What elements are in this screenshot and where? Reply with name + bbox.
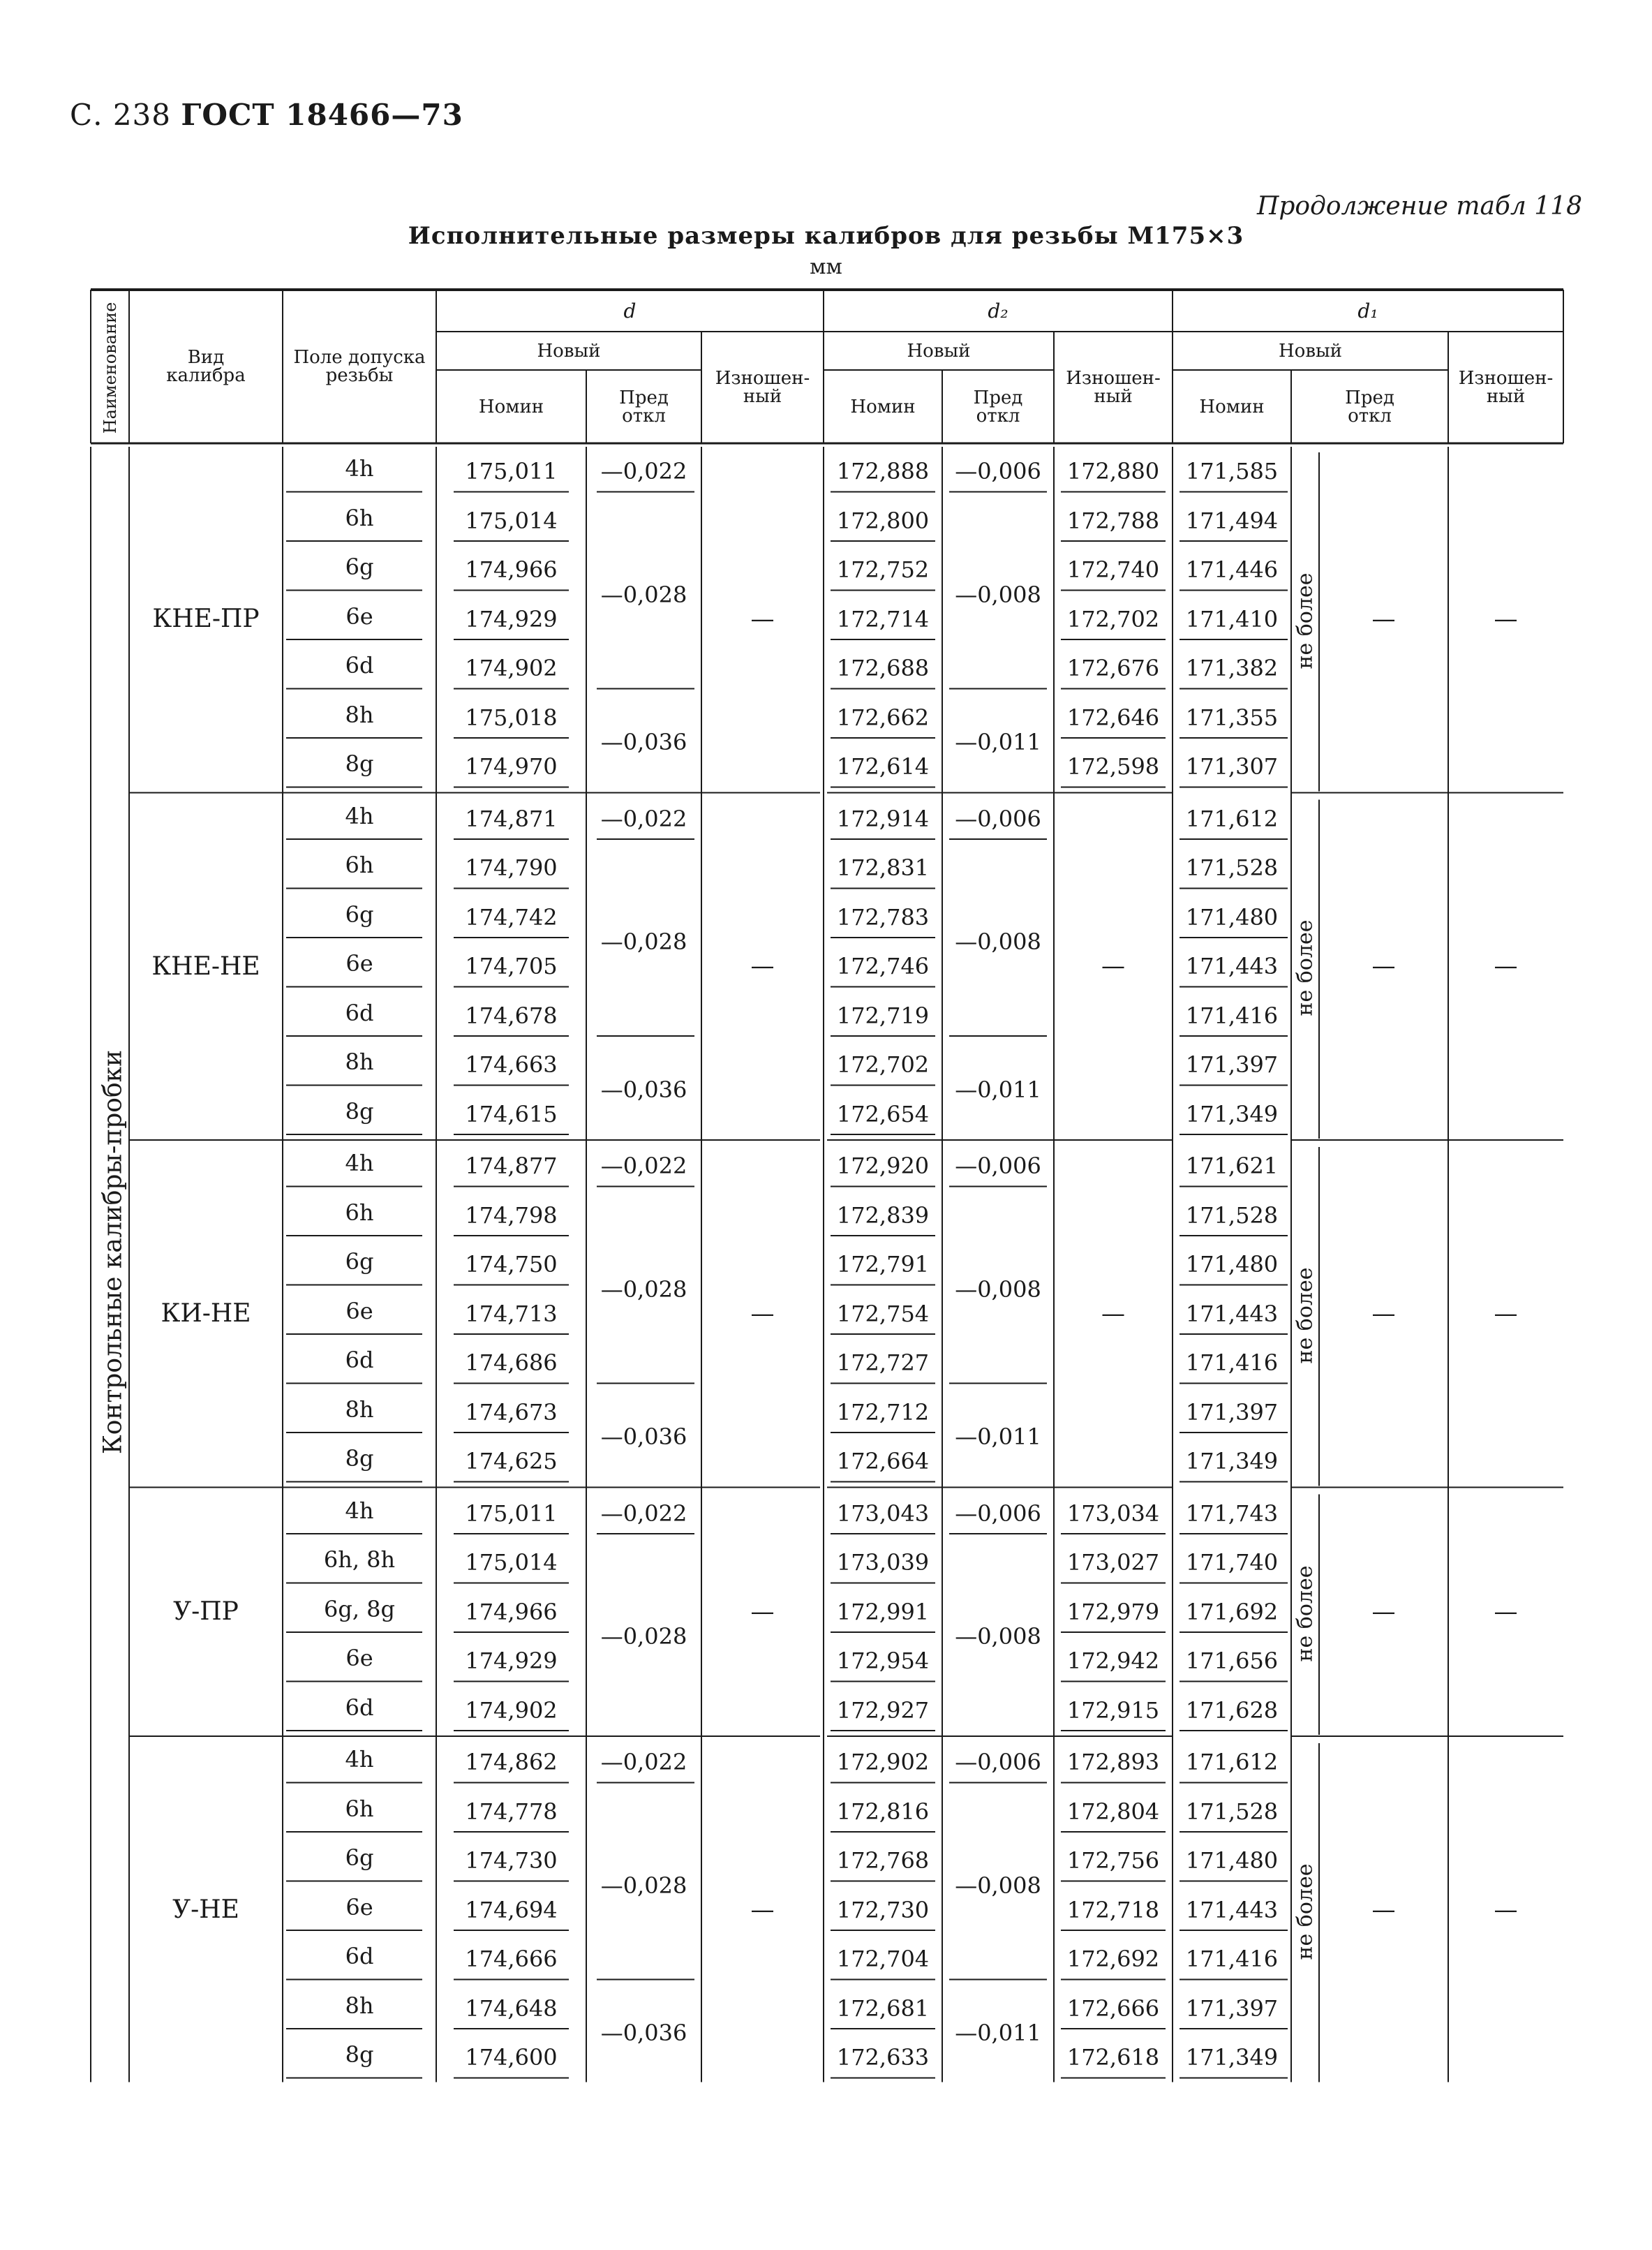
d1-nominal: 171,628 [1185,1696,1279,1724]
d2-worn-dash: — [1101,952,1125,981]
d2-worn: 172,804 [1066,1798,1160,1825]
d2-worn: 172,676 [1066,655,1160,682]
d2-deviation: —0,011 [955,2020,1041,2046]
tolerance-field: 6g [345,901,374,928]
d1-deviation-dash: — [1371,605,1396,633]
tolerance-field: 6d [345,1347,374,1374]
d-worn-dash: — [750,1299,775,1328]
d2-deviation: —0,008 [955,1623,1041,1650]
d-deviation: —0,036 [600,1423,687,1450]
d1-deviation-dash: — [1371,1597,1396,1626]
gauge-name: КНЕ-НЕ [151,952,260,981]
tolerance-field: 6h [345,1199,374,1226]
d-nominal: 174,730 [465,1847,558,1874]
d2-worn: 172,646 [1066,704,1160,731]
d2-nominal: 172,714 [836,605,930,632]
ne-bolee-label: не более [1293,572,1318,669]
d-nominal: 174,678 [465,1002,558,1029]
d2-nominal: 172,927 [836,1696,930,1724]
d-deviation: —0,028 [600,1623,687,1650]
tolerance-field: 4h [345,1150,374,1177]
header-vid-kalibra: Вид калибра [166,347,246,386]
d2-deviation: —0,008 [955,1275,1041,1303]
d2-nominal: 172,783 [836,903,930,931]
header-nom-1: Номин [850,396,916,417]
d-nominal: 174,778 [465,1798,558,1825]
header-d2: d₂ [988,299,1009,323]
d-nominal: 175,011 [465,458,558,485]
d1-nominal: 171,494 [1185,507,1279,534]
d2-nominal: 172,816 [836,1798,930,1825]
d-nominal: 174,902 [465,1696,558,1724]
d2-deviation: —0,011 [955,1076,1041,1103]
d2-nominal: 172,746 [836,953,930,980]
d-deviation: —0,036 [600,729,687,755]
d2-worn: 172,618 [1066,2044,1160,2071]
d1-nominal: 171,612 [1185,1749,1279,1776]
d-nominal: 174,929 [465,605,558,632]
gauge-name: КИ-НЕ [161,1299,251,1328]
d2-worn-dash: — [1101,1299,1125,1328]
d1-nominal: 171,480 [1185,1847,1279,1874]
d1-nominal: 171,656 [1185,1648,1279,1675]
d2-nominal: 172,702 [836,1051,930,1079]
d-nominal: 174,673 [465,1398,558,1426]
tolerance-field: 6e [345,950,373,977]
tolerance-field: 6d [345,1694,374,1721]
d-nominal: 174,648 [465,1994,558,2022]
header-pred-1: Пред откл [973,387,1023,427]
d-nominal: 174,713 [465,1300,558,1327]
d1-deviation-dash: — [1371,952,1396,981]
d2-deviation: —0,011 [955,729,1041,755]
d2-nominal: 172,752 [836,556,930,584]
tolerance-field: 6e [345,1645,373,1672]
d-nominal: 174,970 [465,753,558,780]
tolerance-field: 8h [345,1992,374,2019]
d1-nominal: 171,416 [1185,1002,1279,1029]
d1-nominal: 171,397 [1185,1051,1279,1079]
d2-worn: 172,702 [1066,605,1160,632]
d1-nominal: 171,612 [1185,805,1279,832]
d-nominal: 175,011 [465,1500,558,1527]
d2-deviation: —0,006 [955,805,1041,832]
header-new-1: Новый [907,340,971,362]
d1-nominal: 171,349 [1185,1448,1279,1475]
d1-nominal: 171,349 [1185,1100,1279,1127]
d1-nominal: 171,416 [1185,1349,1279,1377]
d2-nominal: 172,920 [836,1153,930,1180]
d-deviation: —0,036 [600,1076,687,1103]
d-nominal: 174,798 [465,1201,558,1229]
d1-deviation-dash: — [1371,1299,1396,1328]
tolerance-field: 6g, 8g [323,1595,396,1622]
d1-nominal: 171,528 [1185,1798,1279,1825]
d-nominal: 174,686 [465,1349,558,1377]
header-pole-dopuska: Поле допуска резьбы [293,347,426,386]
d2-deviation: —0,006 [955,1749,1041,1776]
header-naimenovanie: Наименование [100,302,120,434]
d2-worn: 173,034 [1066,1500,1160,1527]
tolerance-field: 6h [345,504,374,531]
d-nominal: 174,862 [465,1749,558,1776]
d-nominal: 174,790 [465,854,558,882]
gauge-name: КНЕ-ПР [152,605,260,634]
tolerance-field: 8g [345,750,374,778]
tolerance-field: 8g [345,2041,374,2068]
tolerance-field: 8g [345,1097,374,1125]
tolerance-field: 6g [345,1844,374,1872]
d2-nominal: 172,727 [836,1349,930,1377]
d2-deviation: —0,006 [955,1153,1041,1180]
d1-worn-dash: — [1494,952,1518,981]
d1-worn-dash: — [1494,1299,1518,1328]
gauge-name: У-ПР [173,1597,239,1627]
header-d1: d₁ [1357,299,1378,323]
d2-nominal: 172,954 [836,1648,930,1675]
d2-worn: 173,027 [1066,1549,1160,1576]
header-pred-0: Пред откл [619,387,669,427]
d2-worn: 172,666 [1066,1994,1160,2022]
ne-bolee-label: не более [1293,919,1318,1016]
tolerance-field: 6e [345,1297,373,1324]
d1-worn-dash: — [1494,605,1518,633]
d-deviation: —0,036 [600,2020,687,2046]
d2-nominal: 172,662 [836,704,930,731]
d-worn-dash: — [750,952,775,981]
d2-nominal: 172,614 [836,753,930,780]
d2-worn: 172,788 [1066,507,1160,534]
d-nominal: 174,877 [465,1153,558,1180]
tolerance-field: 8h [345,701,374,728]
d1-nominal: 171,416 [1185,1946,1279,1973]
tolerance-field: 8h [345,1396,374,1423]
d2-nominal: 172,754 [836,1300,930,1327]
d-nominal: 174,902 [465,655,558,682]
ne-bolee-label: не более [1293,1863,1318,1960]
d2-worn: 172,880 [1066,458,1160,485]
header-worn-d: Изношен- ный [715,368,810,407]
d1-nominal: 171,443 [1185,953,1279,980]
d2-nominal: 172,704 [836,1946,930,1973]
header-nom-0: Номин [478,396,544,417]
header-pred-2: Пред откл [1345,387,1394,427]
d2-nominal: 173,043 [836,1500,930,1527]
d2-worn: 172,692 [1066,1946,1160,1973]
d-nominal: 174,742 [465,903,558,931]
table-continuation: Продолжение табл 118 [1256,192,1582,221]
d1-nominal: 171,528 [1185,854,1279,882]
header-worn-d2: Изношен- ный [1066,368,1161,407]
d1-nominal: 171,585 [1185,458,1279,485]
d1-nominal: 171,307 [1185,753,1279,780]
d2-nominal: 172,839 [836,1201,930,1229]
d-nominal: 174,600 [465,2044,558,2071]
d-nominal: 174,966 [465,556,558,584]
d2-deviation: —0,006 [955,1500,1041,1527]
tolerance-field: 6h [345,852,374,879]
d2-worn: 172,740 [1066,556,1160,584]
d-worn-dash: — [750,605,775,633]
ne-bolee-label: не более [1293,1267,1318,1364]
d2-worn: 172,598 [1066,753,1160,780]
d2-deviation: —0,008 [955,1872,1041,1899]
d2-deviation: —0,008 [955,581,1041,608]
d1-nominal: 171,410 [1185,605,1279,632]
tolerance-field: 6h, 8h [323,1546,396,1574]
d2-worn: 172,915 [1066,1696,1160,1724]
side-label-kontrolnye: Контрольные калибры-пробки [98,1050,127,1455]
d-deviation: —0,022 [600,1500,687,1527]
d1-deviation-dash: — [1371,1895,1396,1924]
d-nominal: 174,871 [465,805,558,832]
d-deviation: —0,022 [600,1749,687,1776]
d-deviation: —0,028 [600,928,687,955]
d-nominal: 174,615 [465,1100,558,1127]
d-nominal: 174,929 [465,1648,558,1675]
tolerance-field: 4h [345,802,374,829]
tolerance-field: 4h [345,1746,374,1773]
units-label: мм [810,255,842,279]
d2-deviation: —0,011 [955,1423,1041,1450]
d1-nominal: 171,692 [1185,1598,1279,1625]
d2-worn: 172,756 [1066,1847,1160,1874]
d2-nominal: 172,688 [836,655,930,682]
d1-nominal: 171,355 [1185,704,1279,731]
d1-nominal: 171,528 [1185,1201,1279,1229]
d-nominal: 175,018 [465,704,558,731]
d-deviation: —0,022 [600,1153,687,1180]
tolerance-field: 6e [345,1893,373,1920]
d2-nominal: 172,888 [836,458,930,485]
d1-nominal: 171,349 [1185,2044,1279,2071]
d-nominal: 174,966 [465,1598,558,1625]
d1-nominal: 171,740 [1185,1549,1279,1576]
d1-worn-dash: — [1494,1597,1518,1626]
d2-deviation: —0,008 [955,928,1041,955]
header-new-2: Новый [1279,340,1342,362]
d2-nominal: 172,681 [836,1994,930,2022]
table-caption: Исполнительные размеры калибров для резьбы М175×3 [408,222,1244,250]
d-deviation: —0,028 [600,1275,687,1303]
tolerance-field: 6g [345,1248,374,1275]
d2-nominal: 172,730 [836,1896,930,1923]
d2-nominal: 172,654 [836,1100,930,1127]
header-worn-d1: Изношен- ный [1458,368,1554,407]
tolerance-field: 6g [345,554,374,581]
d2-nominal: 172,902 [836,1749,930,1776]
d-deviation: —0,022 [600,458,687,485]
d-nominal: 174,666 [465,1946,558,1973]
d2-worn: 172,718 [1066,1896,1160,1923]
tolerance-field: 4h [345,455,374,482]
d2-worn: 172,893 [1066,1749,1160,1776]
tolerance-field: 6d [345,999,374,1026]
d1-nominal: 171,443 [1185,1896,1279,1923]
d-nominal: 175,014 [465,507,558,534]
d-nominal: 174,750 [465,1251,558,1278]
tolerance-field: 6d [345,652,374,679]
tolerance-field: 8h [345,1049,374,1076]
d2-nominal: 172,914 [836,805,930,832]
d-nominal: 174,705 [465,953,558,980]
d1-nominal: 171,382 [1185,655,1279,682]
d1-nominal: 171,443 [1185,1300,1279,1327]
d2-nominal: 172,633 [836,2044,930,2071]
d1-nominal: 171,743 [1185,1500,1279,1527]
d1-nominal: 171,397 [1185,1994,1279,2022]
d2-nominal: 172,791 [836,1251,930,1278]
d2-nominal: 172,664 [836,1448,930,1475]
d-worn-dash: — [750,1895,775,1924]
d1-worn-dash: — [1494,1895,1518,1924]
d-nominal: 174,694 [465,1896,558,1923]
tolerance-field: 6e [345,602,373,630]
d1-nominal: 171,446 [1185,556,1279,584]
d-nominal: 174,625 [465,1448,558,1475]
d-nominal: 174,663 [465,1051,558,1079]
d2-nominal: 172,800 [836,507,930,534]
tolerance-field: 8g [345,1445,374,1472]
ne-bolee-label: не более [1293,1565,1318,1662]
page-number: С. 238 [70,98,172,132]
d1-nominal: 171,480 [1185,903,1279,931]
d2-deviation: —0,006 [955,458,1041,485]
tolerance-field: 4h [345,1497,374,1524]
d1-nominal: 171,621 [1185,1153,1279,1180]
d1-nominal: 171,397 [1185,1398,1279,1426]
d2-nominal: 172,712 [836,1398,930,1426]
tolerance-field: 6d [345,1943,374,1970]
d2-nominal: 172,831 [836,854,930,882]
header-d: d [623,299,637,323]
d-worn-dash: — [750,1597,775,1626]
header-nom-2: Номин [1199,396,1265,417]
gauge-name: У-НЕ [172,1895,239,1925]
standard-number: ГОСТ 18466—73 [181,98,463,132]
d-deviation: —0,022 [600,805,687,832]
d1-nominal: 171,480 [1185,1251,1279,1278]
d2-nominal: 172,991 [836,1598,930,1625]
header-new-0: Новый [537,340,601,362]
tolerance-field: 6h [345,1795,374,1822]
d-deviation: —0,028 [600,1872,687,1899]
d2-worn: 172,979 [1066,1598,1160,1625]
d2-worn: 172,942 [1066,1648,1160,1675]
d-deviation: —0,028 [600,581,687,608]
d2-nominal: 173,039 [836,1549,930,1576]
d2-nominal: 172,719 [836,1002,930,1029]
d2-nominal: 172,768 [836,1847,930,1874]
d-nominal: 175,014 [465,1549,558,1576]
